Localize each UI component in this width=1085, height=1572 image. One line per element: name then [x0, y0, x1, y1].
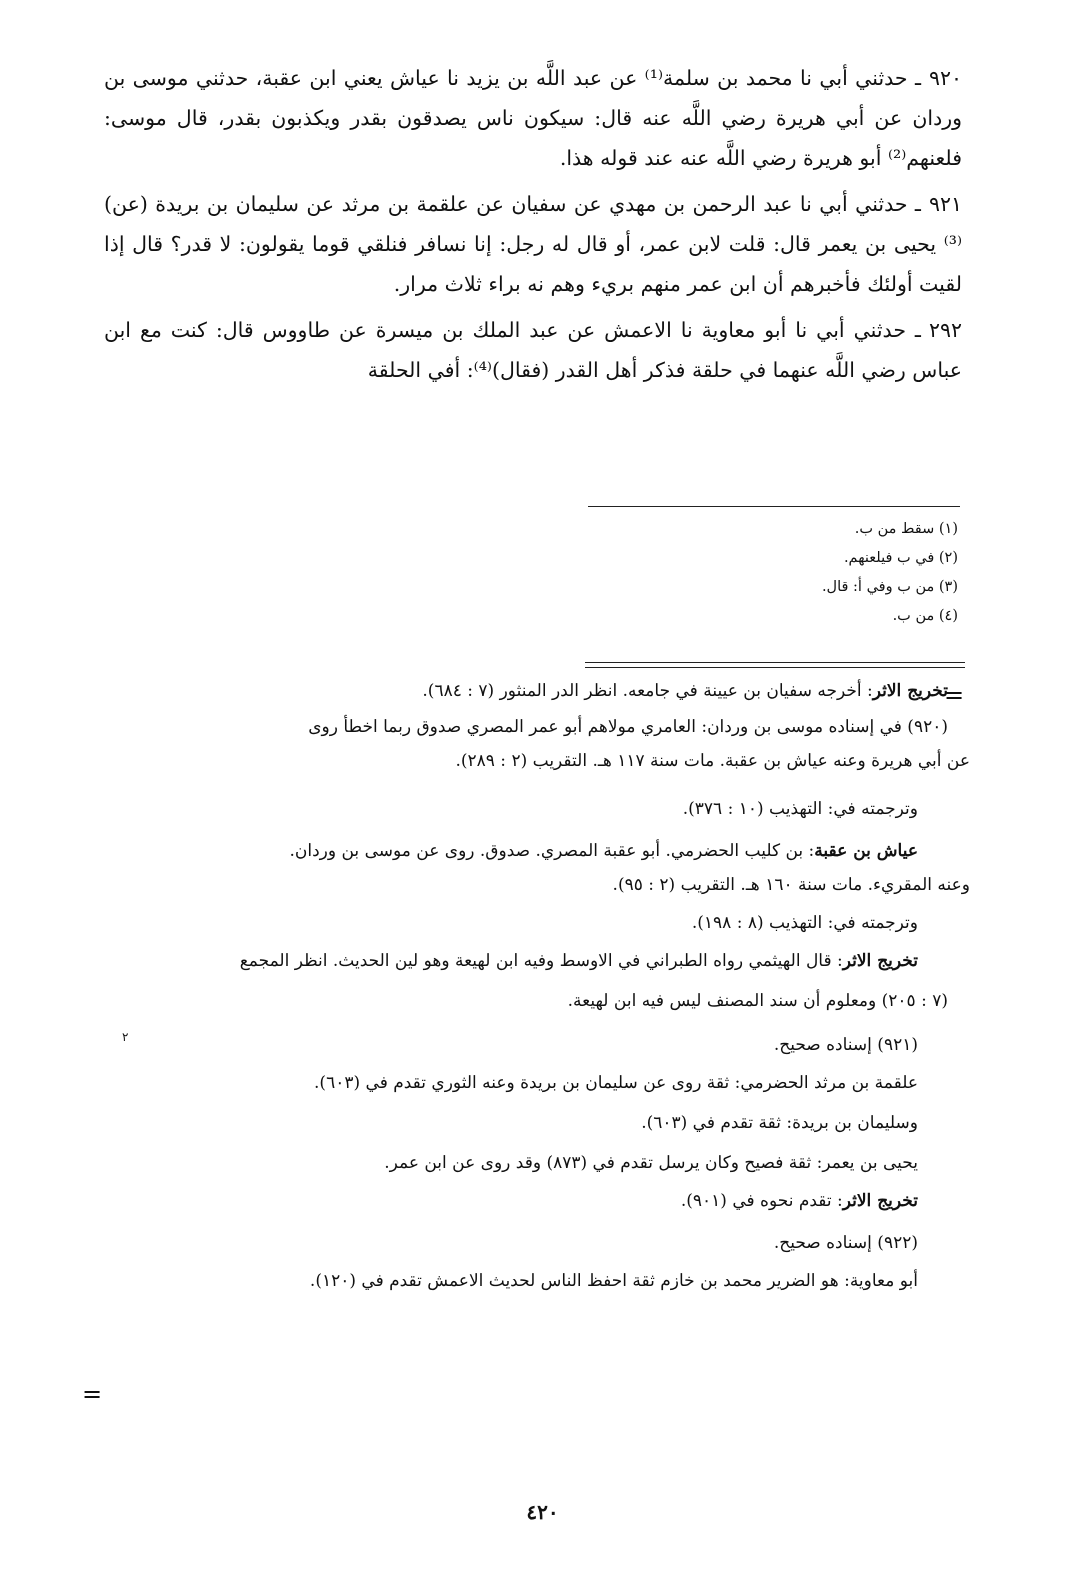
commentary-text: : قال الهيثمي رواه الطبراني في الاوسط وفيه ابن لهيعة وهو لين الحديث. انظر المجمع [239, 951, 843, 971]
commentary-heading: تخريج الاثر [842, 951, 918, 971]
commentary-text: (٧ : ٢٠٥) ومعلوم أن سند المصنف ليس فيه ابن لهيعة. [567, 991, 948, 1011]
hadith-text: ـ حدثني أبي نا محمد بن سلمة⁽¹⁾ عن عبد اللَّه بن يزيد نا عياش يعني ابن عقبة، حدثني موسى بن وردان عن أبي هريرة رضي اللَّه عنه قال: سيكون ناس يصدقون بقدر ويكذبون بقدر، قال موسى: فلعنهم⁽²⁾ أبو هريرة رضي اللَّه عنه عند قوله هذا. [104, 66, 962, 170]
commentary-line [422, 676, 948, 706]
commentary-line [683, 794, 918, 824]
footnotes [600, 515, 958, 631]
footnote: (٤) من ب. [892, 608, 958, 624]
main-text [104, 58, 962, 396]
hadith-number: ٩٢١ [928, 192, 962, 216]
commentary-text: وترجمته في: التهذيب (٨ : ١٩٨). [691, 913, 918, 933]
commentary-text: (٩٢٠) في إسناده موسى بن وردان: العامري مولاهم أبو عمر المصري صدوق ربما اخطأ روى [308, 717, 948, 737]
commentary-text: عن أبي هريرة وعنه عياش بن عقبة. مات سنة ١١٧ هـ. التقريب (٢ : ٢٨٩). [455, 751, 970, 771]
commentary-heading: تخريج الاثر [872, 681, 948, 701]
page-number: ٤٢٠ [526, 1500, 559, 1524]
commentary-line [613, 870, 970, 900]
commentary-line [310, 1266, 918, 1296]
commentary-line [641, 1108, 918, 1138]
commentary-line [455, 746, 970, 776]
hadith-number: ٢٩٢ [928, 318, 962, 342]
continuation-mark: = [82, 1380, 103, 1408]
commentary-text: يحيى بن يعمر: ثقة فصيح وكان يرسل تقدم في (٨٧٣) وقد روى عن ابن عمر. [384, 1153, 918, 1173]
commentary-heading: عياش بن عقبة [814, 841, 918, 861]
hadith-paragraph-292 [104, 310, 962, 390]
commentary-separator [585, 662, 965, 668]
commentary-line [774, 1030, 918, 1060]
commentary-line [774, 1228, 918, 1258]
commentary-text: وعنه المقريء. مات سنة ١٦٠ هـ. التقريب (٢ : ٩٥). [612, 875, 970, 895]
commentary-text: علقمة بن مرثد الحضرمي: ثقة روى عن سليمان بن بريدة وعنه الثوري تقدم في (٦٠٣). [314, 1073, 918, 1093]
hadith-paragraph-921 [104, 184, 962, 304]
footnote-separator [588, 506, 960, 507]
commentary-line [568, 986, 948, 1016]
commentary-line [681, 1186, 918, 1216]
hadith-text: ـ حدثني أبي نا أبو معاوية نا الاعمش عن عبد الملك بن ميسرة عن طاووس قال: كنت مع ابن عباس رضي اللَّه عنهما في حلقة فذكر أهل القدر (فقال)⁽⁴⁾: أفي الحلقة [104, 318, 962, 382]
commentary-text: وترجمته في: التهذيب (١٠ : ٣٧٦). [682, 799, 918, 819]
commentary-text: : أخرجه سفيان بن عيينة في جامعه. انظر الدر المنثور (٧ : ٦٨٤). [422, 681, 873, 701]
commentary-text: : بن كليب الحضرمي. أبو عقبة المصري. صدوق. روى عن موسى بن وردان. [289, 841, 815, 861]
footnote: (١) سقط من ب. [854, 521, 958, 537]
commentary-line [692, 908, 918, 938]
commentary-line [308, 712, 948, 742]
commentary-line [289, 836, 918, 866]
footnote: (٢) في ب فيلعنهم. [843, 550, 958, 566]
commentary-text: أبو معاوية: هو الضرير محمد بن خازم ثقة احفظ الناس لحديث الاعمش تقدم في (١٢٠). [309, 1271, 918, 1291]
hadith-number: ٩٢٠ [928, 66, 962, 90]
commentary-line [384, 1148, 918, 1178]
footnote: (٣) من ب وفي أ: قال. [821, 579, 958, 595]
commentary-line [240, 946, 918, 976]
commentary-line [314, 1068, 918, 1098]
commentary-text: : تقدم نحوه في (٩٠١). [680, 1191, 843, 1211]
commentary-text: وسليمان بن بريدة: ثقة تقدم في (٦٠٣). [641, 1113, 918, 1133]
commentary-heading: تخريج الاثر [842, 1191, 918, 1211]
continuation-mark: = [944, 681, 965, 709]
commentary-text: (٩٢١) إسناده صحيح. [773, 1035, 918, 1055]
hadith-text: ـ حدثني أبي نا عبد الرحمن بن مهدي عن سفيان عن علقمة بن مرثد عن سليمان بن بريدة (عن)⁽³⁾ يحيى بن يعمر قال: قلت لابن عمر، أو قال له رجل: إنا نسافر فنلقي قوما يقولون: لا قدر؟ قال إذا لقيت أولئك فأخبرهم أن ابن عمر منهم بريء وهم نه براء ثلاث مرار. [104, 192, 962, 296]
marginal-mark: ٢ [122, 1030, 129, 1044]
commentary-text: (٩٢٢) إسناده صحيح. [773, 1233, 918, 1253]
hadith-paragraph-920 [104, 58, 962, 178]
